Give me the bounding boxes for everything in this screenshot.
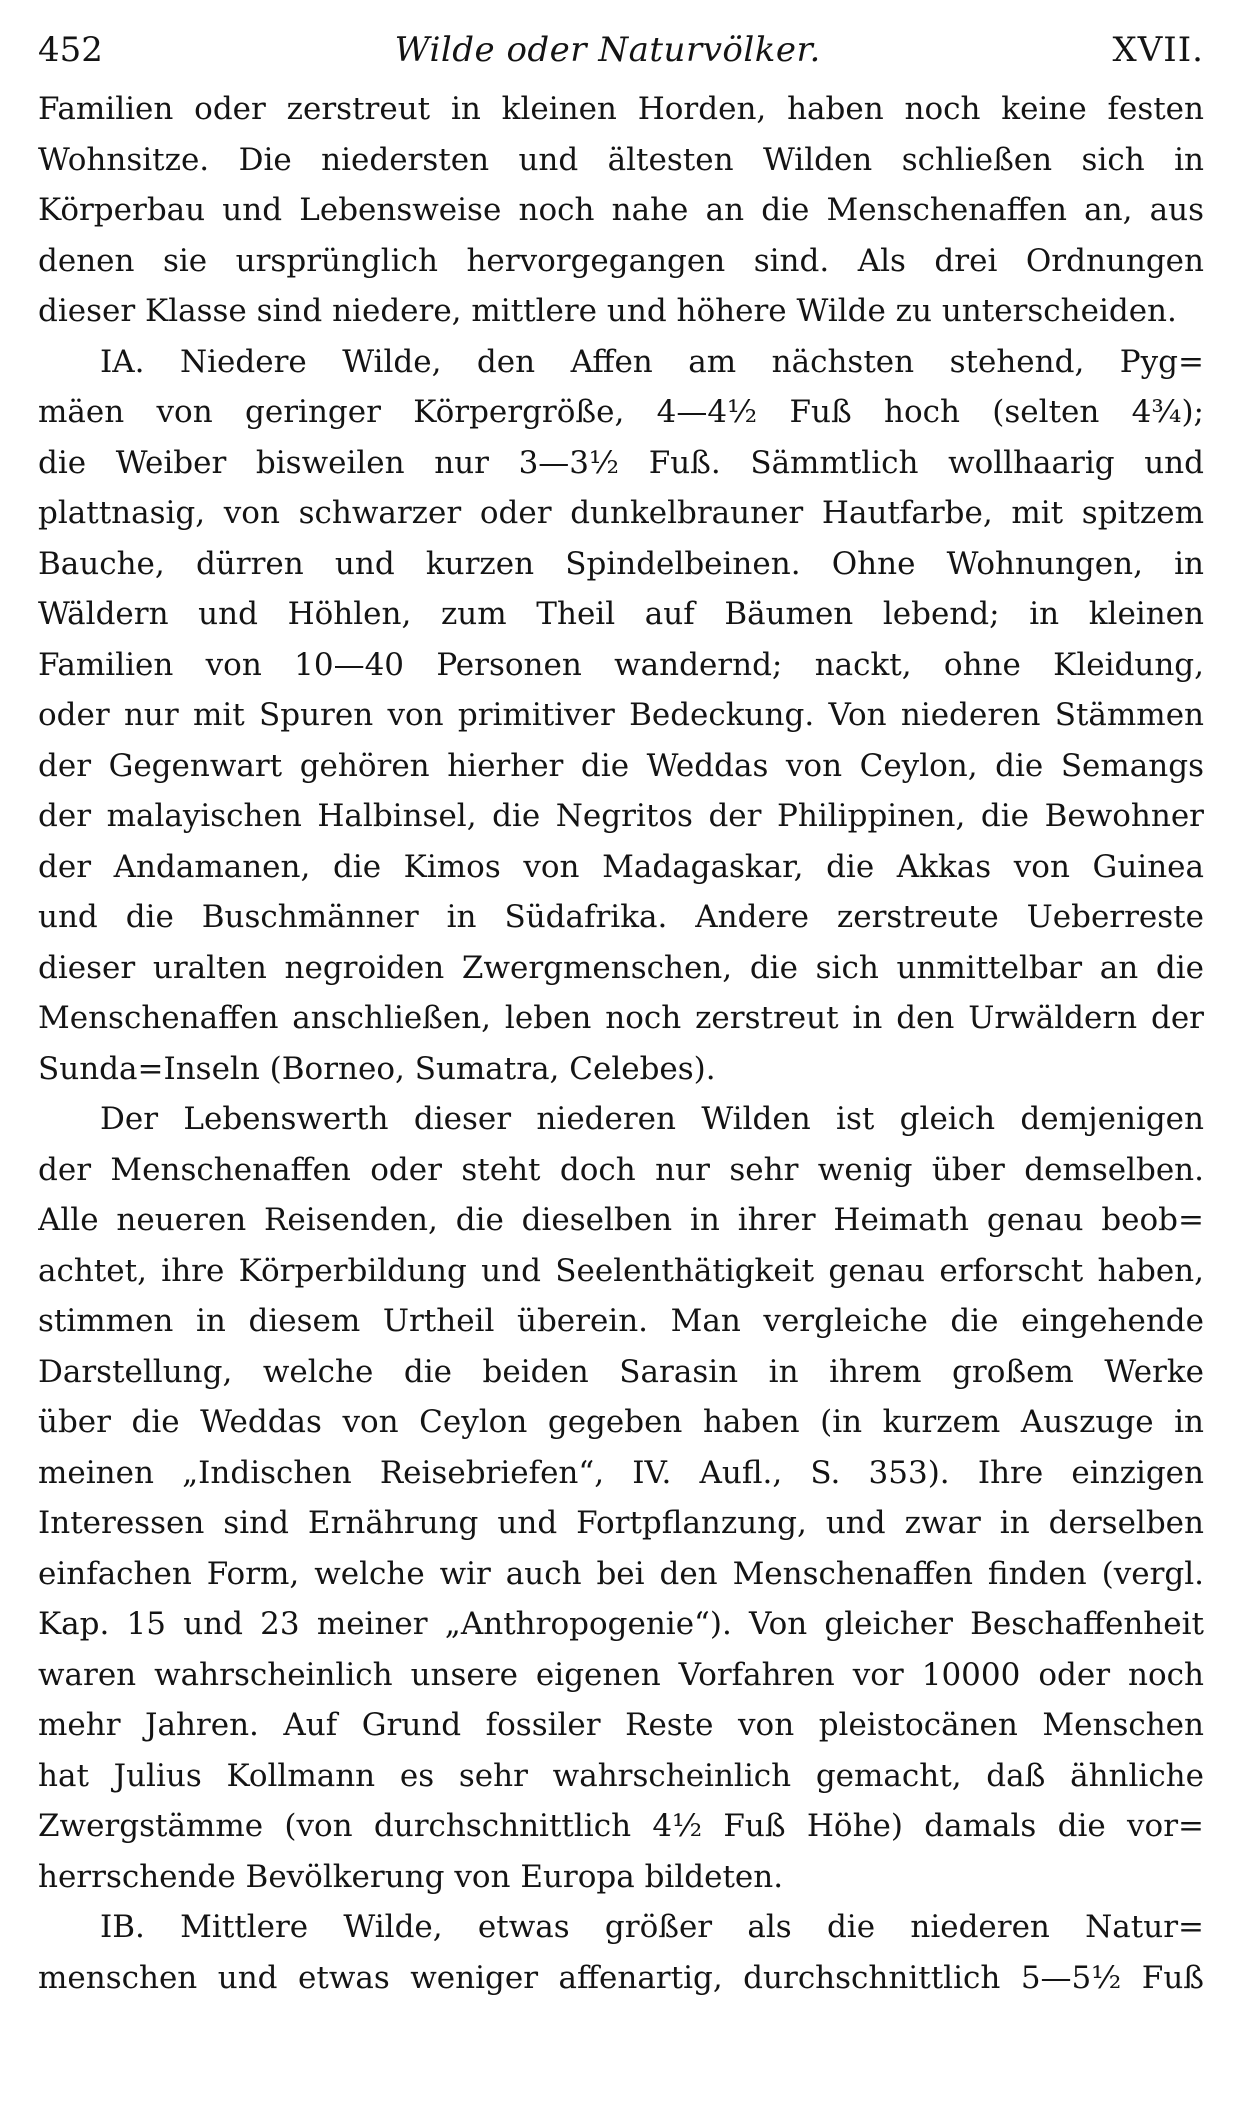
chapter-number: XVII. — [1112, 30, 1204, 70]
text-line: der Menschenaffen oder steht doch nur sehr wenig über demselben. — [38, 1151, 1204, 1188]
text-line: einfachen Form, welche wir auch bei den Menschenaffen finden (vergl. — [38, 1555, 1204, 1592]
text-line: plattnasig, von schwarzer oder dunkelbrauner Hautfarbe, mit spitzem — [38, 495, 1204, 531]
text-line: menschen und etwas weniger affenartig, durchschnittlich 5—5½ Fuß — [38, 1959, 1204, 1996]
text-line: der Gegenwart gehören hierher die Weddas von Ceylon, die Semangs — [38, 747, 1204, 784]
text-line: der malayischen Halbinsel, die Negritos der Philippinen, die Bewohner — [38, 798, 1204, 834]
text-line: stimmen in diesem Urtheil überein. Man vergleiche die eingehende — [38, 1303, 1204, 1339]
text-line: Alle neueren Reisenden, die dieselben in ihrer Heimath genau beob= — [38, 1202, 1204, 1238]
text-line: Zwergstämme (von durchschnittlich 4½ Fuß Höhe) damals die vor= — [38, 1808, 1204, 1844]
text-line: Darstellung, welche die beiden Sarasin in ihrem großem Werke — [38, 1353, 1204, 1390]
text-line: Interessen sind Ernährung und Fortpflanzung, und zwar in derselben — [38, 1505, 1204, 1541]
text-line: denen sie ursprünglich hervorgegangen sind. Als drei Ordnungen — [38, 242, 1204, 279]
text-line: die Weiber bisweilen nur 3—3½ Fuß. Sämmtlich wollhaarig und — [38, 444, 1204, 481]
text-line: hat Julius Kollmann es sehr wahrscheinlich gemacht, daß ähnliche — [38, 1757, 1204, 1794]
text-line: der Andamanen, die Kimos von Madagaskar, die Akkas von Guinea — [38, 848, 1204, 885]
text-line: oder nur mit Spuren von primitiver Bedeckung. Von niederen Stämmen — [38, 697, 1204, 733]
text-line: Familien von 10—40 Personen wandernd; nackt, ohne Kleidung, — [38, 646, 1204, 683]
text-line: Körperbau und Lebensweise noch nahe an die Menschenaffen an, aus — [38, 192, 1204, 228]
text-line: mehr Jahren. Auf Grund fossiler Reste von pleistocänen Menschen — [38, 1707, 1204, 1743]
page-header — [38, 22, 1204, 78]
text-line: waren wahrscheinlich unsere eigenen Vorfahren vor 10000 oder noch — [38, 1656, 1204, 1693]
text-line: meinen „Indischen Reisebriefen“, IV. Aufl., S. 353). Ihre einzigen — [38, 1454, 1204, 1491]
page-body — [38, 84, 1204, 2003]
text-line: Sunda=Inseln (Borneo, Sumatra, Celebes). — [38, 1050, 716, 1087]
page-number: 452 — [38, 30, 103, 70]
text-line: Der Lebenswerth dieser niederen Wilden ist gleich demjenigen — [100, 1101, 1204, 1137]
text-line: Kap. 15 und 23 meiner „Anthropogenie“). Von gleicher Beschaffenheit — [38, 1606, 1204, 1642]
text-line: dieser uralten negroiden Zwergmenschen, die sich unmittelbar an die — [38, 949, 1204, 986]
text-line: und die Buschmänner in Südafrika. Andere zerstreute Ueberreste — [38, 899, 1204, 935]
text-line: Wohnsitze. Die niedersten und ältesten Wilden schließen sich in — [38, 141, 1204, 178]
text-line: Wäldern und Höhlen, zum Theil auf Bäumen lebend; in kleinen — [38, 596, 1204, 632]
text-line: herrschende Bevölkerung von Europa bildeten. — [38, 1858, 784, 1895]
text-line: Bauche, dürren und kurzen Spindelbeinen. Ohne Wohnungen, in — [38, 545, 1204, 582]
text-line: über die Weddas von Ceylon gegeben haben (in kurzem Auszuge in — [38, 1404, 1204, 1440]
text-line: IB. Mittlere Wilde, etwas größer als die niederen Natur= — [100, 1909, 1204, 1945]
text-line: Familien oder zerstreut in kleinen Horden, haben noch keine festen — [38, 91, 1204, 127]
running-title: Wilde oder Naturvölker. — [394, 30, 821, 70]
text-line: IA. Niedere Wilde, den Affen am nächsten stehend, Pyg= — [100, 343, 1204, 380]
text-line: Menschenaffen anschließen, leben noch zerstreut in den Urwäldern der — [38, 1000, 1204, 1036]
book-page — [38, 22, 1204, 2003]
text-line: dieser Klasse sind niedere, mittlere und höhere Wilde zu unterscheiden. — [38, 293, 1177, 329]
text-line: achtet, ihre Körperbildung und Seelenthätigkeit genau erforscht haben, — [38, 1252, 1204, 1289]
text-line: mäen von geringer Körpergröße, 4—4½ Fuß hoch (selten 4¾); — [38, 394, 1204, 430]
